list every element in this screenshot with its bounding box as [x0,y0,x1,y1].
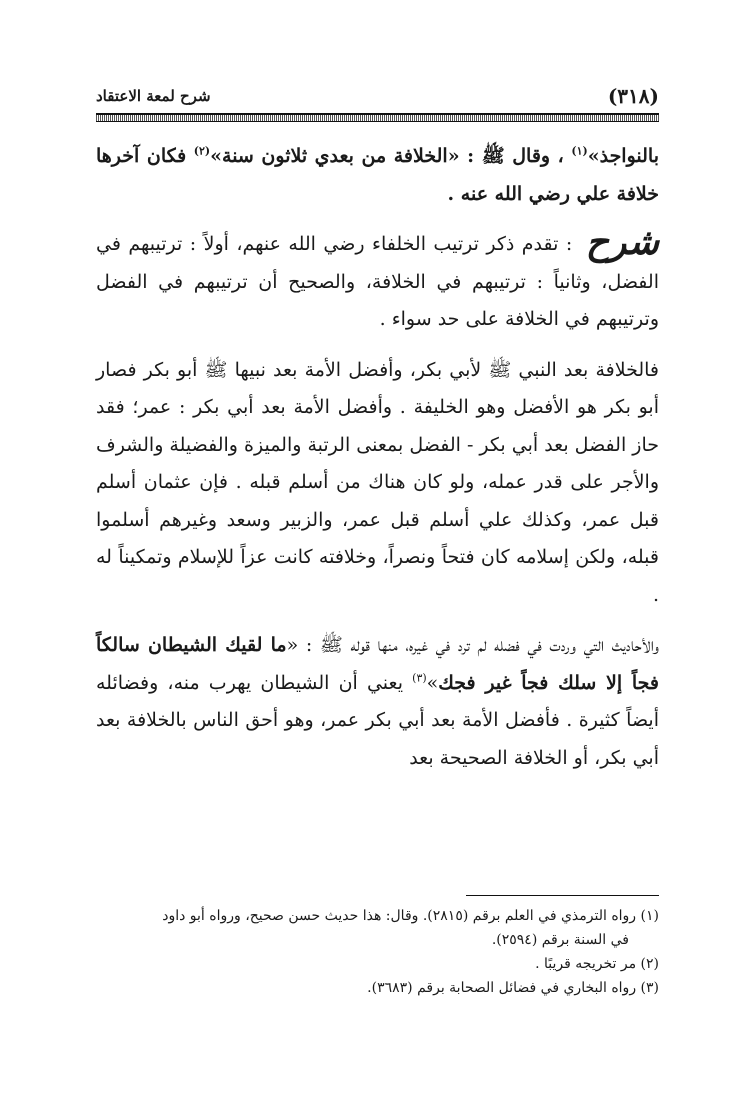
footnote-ref-2: (٢) [193,144,211,158]
footnote-text: رواه البخاري في فضائل الصحابة برقم (٣٦٨٣). [367,980,637,996]
footnote-ref-1: (١) [571,144,588,158]
header-rule [96,113,659,122]
footnote-3 [96,976,659,1000]
footnote-text: رواه الترمذي في العلم برقم (٢٨١٥). وقال: هذا حديث حسن صحيح، ورواه أبو داود [162,908,637,924]
paragraph-3: فالخلافة بعد النبي ﷺ لأبي بكر، وأفضل الأمة بعد نبيها ﷺ أبو بكر فصار أبو بكر هو الأفضل وهو الخليفة . وأفضل الأمة بعد أبي بكر : عمر؛ فقد حاز الفضل بعد أبي بكر - الفضل بمعنى الرتبة والميزة والفضيلة والشرف والأجر على قدر عمله، ولو كان هناك من أسلم قبله . فإن عثمان أسلم قبل عمر، وكذلك علي أسلم قبل عمر، والزبير وسعد وغيرهم أسلموا قبله، ولكن إسلامه كان فتحاً ونصراً، وخلافته كانت عزاً للإسلام وتمكيناً له . [96,358,659,606]
text-span: » [426,671,439,694]
page-header [96,84,659,114]
footnote-rule [466,895,659,896]
footnote-number: (١) [640,908,659,924]
text-span: فكان آخرها خلافة علي رضي الله عنه . [96,145,659,205]
hadith-quote: ما لقيك الشيطان سالكاً فجاً إلا سلك فجاً غير فجك [96,634,659,694]
footnote-1-continued: في السنة برقم (٢٥٩٤). [491,932,629,948]
paragraph-4 [96,627,659,777]
footnote-ref-3: (٣) [412,671,427,685]
hadith-quote: الخلافة من بعدي ثلاثون سنة [222,145,448,167]
footnote-text: مر تخريجه قريبًا . [535,956,637,972]
page-number: (٣١٨) [607,84,659,108]
footnote-2 [96,952,659,976]
main-text [96,138,659,777]
footnote-1 [96,904,659,928]
text-span: : تقدم ذكر ترتيب الخلفاء رضي الله عنهم، أولاً : ترتيبهم في الفضل، وثانياً : ترتيبهم في الخلافة، والصحيح أن ترتيبهم في الفضل وترتيبهم في الخلافة على حد سواء . [96,233,659,330]
footnote-number: (٣) [640,980,659,996]
text-span: بالنواجذ» [587,145,660,167]
footnote-number: (٢) [640,956,659,972]
sharh-heading: شرح [585,221,659,263]
paragraph-1 [96,138,659,213]
text-span: » [210,145,223,167]
running-title: شرح لمعة الاعتقاد [96,87,211,105]
text-span: يعني أن الشيطان يهرب منه، وفضائله أيضاً كثيرة . فأفضل الأمة بعد أبي بكر عمر، وهو أحق الناس بالخلافة بعد أبي بكر، أو الخلافة الصحيحة بعد [96,671,659,769]
text-span: والأحاديث التي وردت في فضله لم ترد في غيره، منها قوله ﷺ : « [286,634,659,656]
text-span: ، وقال ﷺ : « [447,145,572,167]
footnotes [96,904,659,1000]
paragraph-2 [96,221,659,339]
